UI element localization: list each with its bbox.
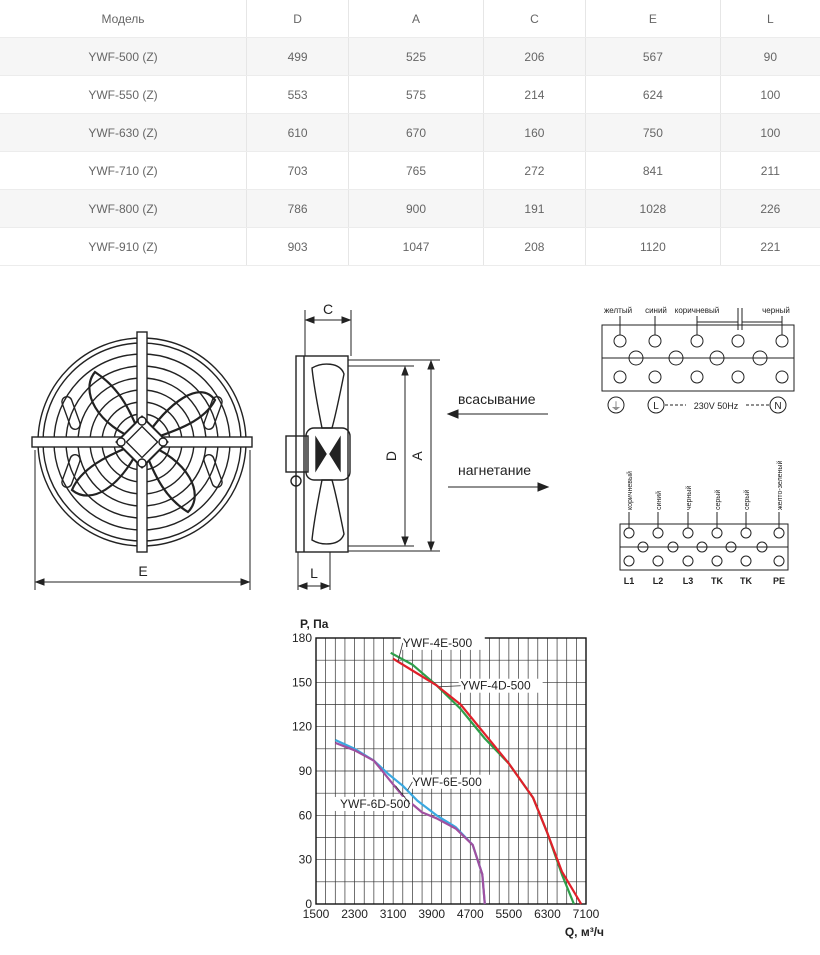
cell-c: 206 xyxy=(483,38,585,76)
dimension-drawings xyxy=(0,290,820,610)
col-header-l: L xyxy=(720,0,820,38)
table-header-row xyxy=(0,0,820,38)
y-tick-label: 0 xyxy=(305,897,312,911)
cell-l: 100 xyxy=(720,114,820,152)
y-tick-label: 60 xyxy=(298,808,312,823)
cell-model: YWF-550 (Z) xyxy=(0,76,247,114)
terminal-label: TK xyxy=(711,576,723,586)
cell-l: 211 xyxy=(720,152,820,190)
table-row xyxy=(0,190,820,228)
series-label: YWF-6E-500 xyxy=(412,774,482,789)
cell-a: 900 xyxy=(349,190,484,228)
fan-front-view xyxy=(32,332,252,552)
wire-label: коричневый xyxy=(674,306,720,315)
cell-d: 610 xyxy=(247,114,349,152)
series-label: YWF-4D-500 xyxy=(460,678,531,693)
cell-a: 1047 xyxy=(349,228,484,266)
terminal-n-label: N xyxy=(774,401,782,412)
cell-model: YWF-910 (Z) xyxy=(0,228,247,266)
col-header-a: A xyxy=(349,0,484,38)
wiring-3ph-terminals xyxy=(620,512,788,570)
label-c: C xyxy=(322,301,334,317)
supply-label: 230V 50Hz xyxy=(693,401,739,411)
series-line-ywf-6e-500 xyxy=(335,740,485,904)
terminal-label: L1 xyxy=(623,576,635,586)
series-label: YWF-4E-500 xyxy=(402,635,473,650)
x-tick-label: 2300 xyxy=(341,907,368,921)
wire-label: черный xyxy=(686,485,693,510)
cell-c: 208 xyxy=(483,228,585,266)
spec-table xyxy=(0,0,820,266)
table-row xyxy=(0,114,820,152)
wiring-1ph-terminals xyxy=(614,335,788,383)
cell-c: 214 xyxy=(483,76,585,114)
cell-d: 703 xyxy=(247,152,349,190)
ground-icon: ⏚ xyxy=(610,401,622,413)
col-header-c: C xyxy=(483,0,585,38)
wire-label: желто-зеленый xyxy=(777,460,784,510)
cell-l: 226 xyxy=(720,190,820,228)
suction-label: всасывание xyxy=(458,391,536,407)
wire-label: серый xyxy=(744,489,751,510)
cell-d: 553 xyxy=(247,76,349,114)
label-e: E xyxy=(138,563,148,579)
y-tick-label: 120 xyxy=(291,719,312,734)
cell-model: YWF-630 (Z) xyxy=(0,114,247,152)
y-tick-label: 150 xyxy=(291,675,312,690)
cell-model: YWF-710 (Z) xyxy=(0,152,247,190)
cell-c: 160 xyxy=(483,114,585,152)
y-axis-label: P, Па xyxy=(300,617,329,631)
y-tick-label: 90 xyxy=(298,764,312,778)
terminal-label: TK xyxy=(740,576,752,586)
performance-chart-svg xyxy=(270,612,610,950)
x-tick-label: 3100 xyxy=(379,907,407,921)
table-row xyxy=(0,38,820,76)
y-tick-label: 30 xyxy=(298,852,312,867)
wire-label: черный xyxy=(762,306,790,315)
x-tick-label: 3900 xyxy=(418,907,446,921)
label-a: A xyxy=(409,451,425,461)
wire-label: желтый xyxy=(603,306,633,315)
x-tick-label: 4700 xyxy=(456,907,484,921)
cell-e: 567 xyxy=(586,38,721,76)
table-row xyxy=(0,152,820,190)
wire-label: синий xyxy=(656,490,663,510)
cell-l: 100 xyxy=(720,76,820,114)
label-d: D xyxy=(383,450,399,462)
wire-label: коричневый xyxy=(627,471,634,510)
cell-e: 624 xyxy=(586,76,721,114)
discharge-label: нагнетание xyxy=(458,462,532,478)
cell-l: 90 xyxy=(720,38,820,76)
terminal-l-label: L xyxy=(653,401,659,412)
suction-arrow-icon xyxy=(448,410,548,418)
table-row xyxy=(0,228,820,266)
x-tick-label: 7100 xyxy=(572,907,600,921)
x-axis-label: Q, м³/ч xyxy=(564,925,604,939)
y-tick-label: 180 xyxy=(291,631,312,645)
series-label: YWF-6D-500 xyxy=(340,796,411,811)
discharge-arrow-icon xyxy=(448,483,548,491)
cell-e: 1028 xyxy=(586,190,721,228)
cell-e: 750 xyxy=(586,114,721,152)
series-label-leader xyxy=(439,686,461,687)
cell-a: 525 xyxy=(349,38,484,76)
terminal-label: L2 xyxy=(652,576,664,586)
x-tick-label: 6300 xyxy=(534,907,561,921)
terminal-label: L3 xyxy=(682,576,694,586)
cell-e: 841 xyxy=(586,152,721,190)
cell-d: 786 xyxy=(247,190,349,228)
label-l: L xyxy=(310,565,318,581)
cell-model: YWF-800 (Z) xyxy=(0,190,247,228)
cell-d: 903 xyxy=(247,228,349,266)
cell-a: 670 xyxy=(349,114,484,152)
cell-d: 499 xyxy=(247,38,349,76)
cell-a: 575 xyxy=(349,76,484,114)
wire-label: синий xyxy=(645,306,667,315)
cell-c: 272 xyxy=(483,152,585,190)
cell-a: 765 xyxy=(349,152,484,190)
cell-l: 221 xyxy=(720,228,820,266)
cell-e: 1120 xyxy=(586,228,721,266)
x-tick-label: 5500 xyxy=(495,907,523,921)
terminal-label: PE xyxy=(772,576,786,586)
wiring-1ph-diagram xyxy=(602,308,794,413)
performance-chart xyxy=(270,612,610,950)
wire-label: серый xyxy=(715,489,722,510)
cell-c: 191 xyxy=(483,190,585,228)
col-header-model: Модель xyxy=(0,0,247,38)
table-row xyxy=(0,76,820,114)
fan-side-view xyxy=(286,356,350,552)
x-tick-label: 1500 xyxy=(302,907,330,921)
cell-model: YWF-500 (Z) xyxy=(0,38,247,76)
col-header-e: E xyxy=(586,0,721,38)
series-line-ywf-6d-500 xyxy=(335,743,485,904)
col-header-d: D xyxy=(247,0,349,38)
